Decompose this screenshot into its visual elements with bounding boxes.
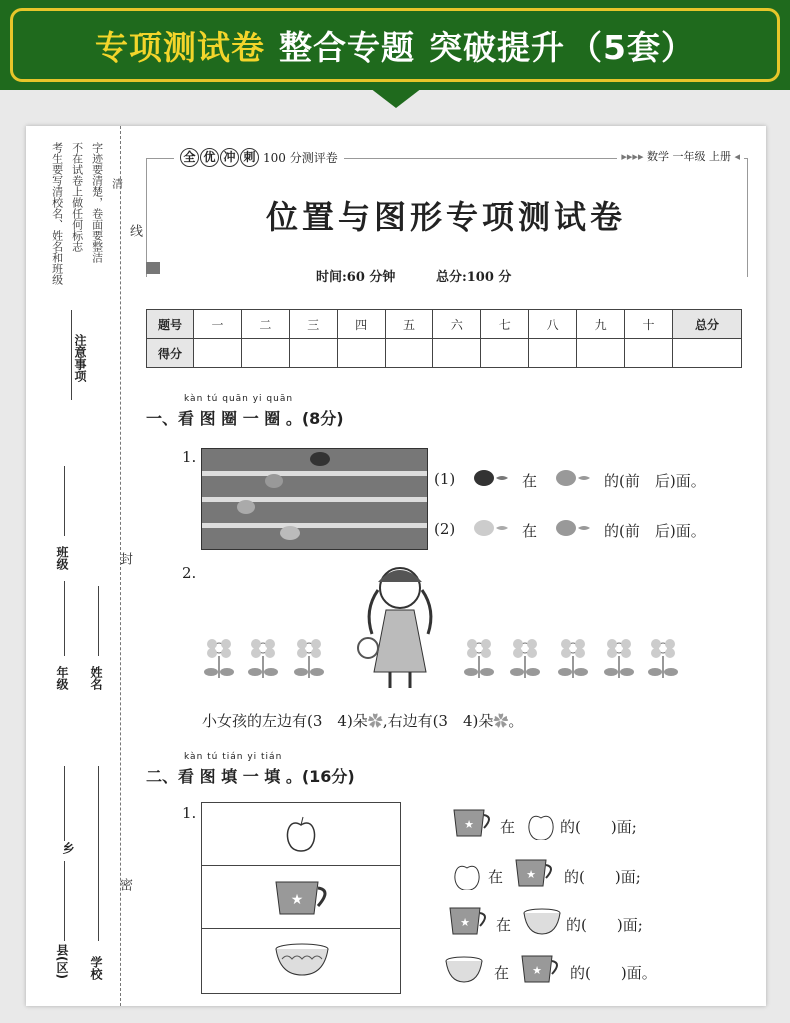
score-cell: 六 xyxy=(433,310,481,339)
notice-line-3: 字迹要清楚，卷面要整洁 xyxy=(90,142,104,263)
q1b-mid: 在 xyxy=(522,522,538,540)
dog-icon xyxy=(468,516,514,540)
header-subject xyxy=(617,148,744,164)
flower-icon xyxy=(202,634,236,684)
township-label: 乡 xyxy=(61,842,75,854)
section1-pinyin: kàn tú quān yi quān xyxy=(184,394,294,404)
score-cell: 三 xyxy=(289,310,337,339)
flower-icon xyxy=(602,634,636,684)
time-limit: 时间:60 分钟 xyxy=(316,270,396,285)
score-blank[interactable] xyxy=(385,339,433,368)
school-label: 学校 xyxy=(89,956,103,980)
name-blank xyxy=(98,586,99,656)
badge-char: 优 xyxy=(200,148,219,167)
header-badge xyxy=(174,148,344,167)
score-cell: 五 xyxy=(385,310,433,339)
cup-icon xyxy=(514,858,560,888)
apple-icon xyxy=(284,815,318,853)
page-title: 位置与图形专项测试卷 xyxy=(265,198,626,236)
apple-icon xyxy=(452,860,482,890)
score-blank[interactable] xyxy=(577,339,625,368)
score-cell: 总分 xyxy=(673,310,742,339)
fill-2-end: 的( )面; xyxy=(564,868,641,886)
flower-icon xyxy=(462,634,496,684)
score-blank[interactable] xyxy=(337,339,385,368)
banner-highlight: 专项测试卷 xyxy=(95,27,266,67)
bowl-icon xyxy=(522,908,562,936)
score-blank[interactable] xyxy=(433,339,481,368)
q2-text-left: 小女孩的左边有(3 4)朵 xyxy=(202,712,368,730)
time-bar xyxy=(316,266,511,285)
rabbit-icon xyxy=(550,466,596,490)
svg-text:★: ★ xyxy=(290,892,304,908)
svg-text:★: ★ xyxy=(532,964,542,977)
arrow-icon: ◂ xyxy=(734,150,740,163)
mouse-icon xyxy=(468,466,514,490)
cup-icon xyxy=(520,954,566,984)
fill-3-mid: 在 xyxy=(496,916,512,934)
q2-text-right: ,右边有(3 4)朵 xyxy=(382,712,494,730)
flower-icon xyxy=(646,634,680,684)
notice-title: 注意事项 xyxy=(73,334,87,382)
county-label: 县(区) xyxy=(55,944,69,979)
fill-4-mid: 在 xyxy=(494,964,510,982)
arrow-icon: ▸▸▸▸ xyxy=(621,150,644,163)
cut-label-feng: 封 xyxy=(116,552,132,565)
flower-icon: ✿ xyxy=(367,712,383,730)
apple-icon xyxy=(526,810,556,840)
q1-number: 1. xyxy=(182,448,197,466)
score-cell: 一 xyxy=(194,310,242,339)
q2-number: 2. xyxy=(182,564,197,582)
score-cell: 题号 xyxy=(147,310,194,339)
score-header-row xyxy=(147,310,742,339)
section2-pinyin: kàn tú tián yi tián xyxy=(184,752,283,762)
name-label: 姓名 xyxy=(89,666,103,690)
badge-char: 刺 xyxy=(240,148,259,167)
banner-part2: 整合专题 xyxy=(279,27,416,67)
cut-label-xian: 线 xyxy=(126,224,142,237)
objects-grid xyxy=(201,802,401,994)
grid-row-cup xyxy=(202,866,400,929)
county-blank xyxy=(64,861,65,941)
grade-blank xyxy=(64,581,65,656)
flower-icon xyxy=(246,634,280,684)
score-blank[interactable] xyxy=(241,339,289,368)
score-cell: 四 xyxy=(337,310,385,339)
q1a-label: (1) xyxy=(434,470,456,488)
fill-3-end: 的( )面; xyxy=(566,916,643,934)
score-cell: 十 xyxy=(625,310,673,339)
q1a-mid: 在 xyxy=(522,472,538,490)
township-blank xyxy=(64,766,65,841)
cup-icon xyxy=(272,878,334,918)
q2-text-end: 。 xyxy=(508,712,524,730)
cut-label-mi: 密 xyxy=(116,878,132,891)
fill-1-end: 的( )面; xyxy=(560,818,637,836)
rabbit-icon xyxy=(550,516,596,540)
badge-subtitle: 100 分测评卷 xyxy=(263,151,338,165)
river-picture xyxy=(201,448,428,550)
cup-icon xyxy=(452,808,498,838)
q1b-label: (2) xyxy=(434,520,456,538)
flower-icon xyxy=(508,634,542,684)
score-blank[interactable] xyxy=(289,339,337,368)
score-blank[interactable] xyxy=(673,339,742,368)
grid-row-bowl xyxy=(202,929,400,991)
subject-text: 数学 一年级 上册 xyxy=(646,150,731,163)
grid-row-apple xyxy=(202,803,400,866)
girl-illustration xyxy=(356,562,446,694)
fill-2-mid: 在 xyxy=(488,868,504,886)
banner-title xyxy=(95,22,695,69)
score-row-label: 得分 xyxy=(147,339,194,368)
class-blank xyxy=(64,466,65,536)
q1a-end: 的(前 后)面。 xyxy=(604,472,706,490)
top-banner xyxy=(0,0,790,90)
badge-char: 全 xyxy=(180,148,199,167)
q2-sentence xyxy=(202,710,523,731)
notice-line-2: 不在试卷上做任何标志 xyxy=(70,142,84,252)
binding-dashed-line xyxy=(120,126,121,1006)
badge-char: 冲 xyxy=(220,148,239,167)
bowl-icon xyxy=(274,943,330,979)
score-blank[interactable] xyxy=(481,339,529,368)
fill-4-end: 的( )面。 xyxy=(570,964,657,982)
banner-frame xyxy=(10,8,780,82)
q1b-end: 的(前 后)面。 xyxy=(604,522,706,540)
banner-pointer xyxy=(370,88,422,108)
score-blank[interactable] xyxy=(529,339,577,368)
bowl-icon xyxy=(444,956,484,984)
flower-icon: ✿ xyxy=(493,712,509,730)
class-label: 班级 xyxy=(55,546,69,570)
fill-1-mid: 在 xyxy=(500,818,516,836)
svg-text:★: ★ xyxy=(526,868,536,881)
grade-label: 年级 xyxy=(55,666,69,690)
exam-content xyxy=(146,126,766,1006)
exam-paper xyxy=(26,126,766,1006)
score-cell: 七 xyxy=(481,310,529,339)
score-table xyxy=(146,309,742,368)
banner-part4: （5套） xyxy=(569,27,695,67)
school-blank xyxy=(98,766,99,941)
header-corner-mark xyxy=(146,262,160,274)
score-blank[interactable] xyxy=(625,339,673,368)
s2-q1-number: 1. xyxy=(182,804,197,822)
score-value-row xyxy=(147,339,742,368)
svg-text:★: ★ xyxy=(460,916,470,929)
score-cell: 二 xyxy=(241,310,289,339)
section2-title: 二、看 图 填 一 填 。(16分) xyxy=(146,767,355,786)
notice-line-1: 考生要写清校名、姓名和班级 xyxy=(50,142,64,285)
score-cell: 八 xyxy=(529,310,577,339)
flower-icon xyxy=(292,634,326,684)
swimming-animals xyxy=(202,449,427,549)
score-blank[interactable] xyxy=(194,339,242,368)
svg-text:★: ★ xyxy=(464,818,474,831)
section1-title: 一、看 图 圈 一 圈 。(8分) xyxy=(146,409,344,428)
banner-part3: 突破提升 xyxy=(429,27,566,67)
notice-line-end: 清 xyxy=(110,178,124,189)
cup-icon xyxy=(448,906,494,936)
total-score: 总分:100 分 xyxy=(435,270,512,285)
score-cell: 九 xyxy=(577,310,625,339)
flower-icon xyxy=(556,634,590,684)
